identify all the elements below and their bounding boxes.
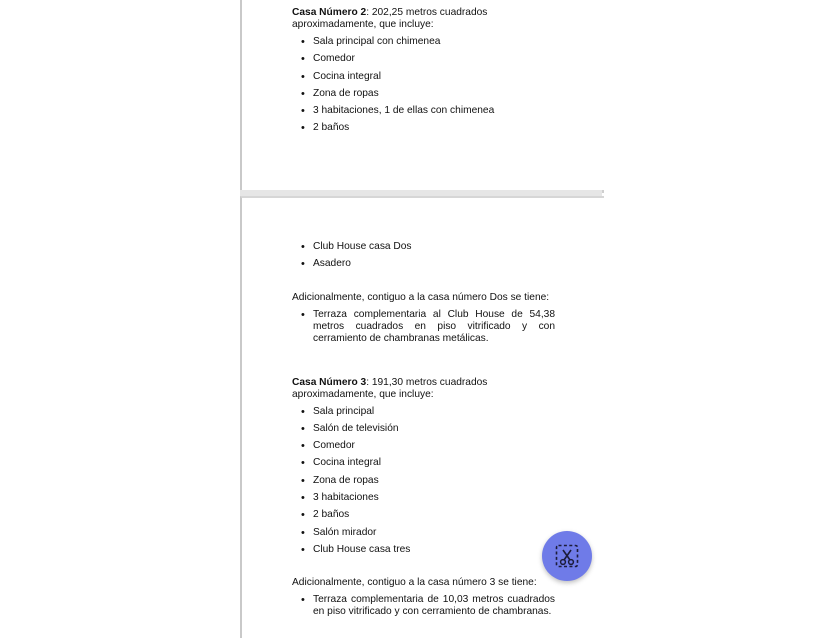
list-item: • Salón de televisión: [292, 423, 555, 440]
list-item: • 3 habitaciones: [292, 492, 555, 509]
list-item: • Terraza complementaria al Club House de 54,38 metros cuadrados en piso vitrificado y con cerramiento de chambranas metálicas.: [292, 309, 555, 345]
casa-3-list: [292, 406, 555, 562]
casa-2-intro: : 202,25 metros cuadrados aproximadamente, que incluye:: [292, 7, 488, 30]
list-item: • 2 baños: [292, 122, 555, 139]
screenshot-button[interactable]: [542, 531, 592, 581]
list-item: • Asadero: [292, 258, 555, 275]
casa-2-list: [292, 36, 555, 140]
casa-3-title: Casa Número 3: [292, 376, 367, 388]
casa-3-adicional: Adicionalmente, contiguo a la casa número 3 se tiene:: [292, 577, 537, 589]
list-item: • Zona de ropas: [292, 88, 555, 105]
casa-2-adicional: Adicionalmente, contiguo a la casa número Dos se tiene:: [292, 291, 550, 303]
list-item: • Terraza complementaria de 10,03 metros cuadrados en piso vitrificado y con cerramiento de chambranas.: [292, 594, 555, 618]
list-item: • 2 baños: [292, 509, 555, 526]
casa-3-intro: : 191,30 metros cuadrados aproximadamente, que incluye:: [292, 376, 488, 400]
list-item: • 3 habitaciones, 1 de ellas con chimenea: [292, 105, 555, 122]
casa-2-list-continued: [292, 241, 555, 276]
screenshot-scissors-icon: [554, 543, 580, 569]
casa-2-terraza-list: [292, 309, 555, 345]
list-item: • Sala principal con chimenea: [292, 36, 555, 53]
page-1-content: [292, 7, 555, 140]
document-page-1: [240, 0, 604, 193]
list-item: • Cocina integral: [292, 457, 555, 474]
list-item: • Salón mirador: [292, 527, 555, 544]
list-item: • Comedor: [292, 440, 555, 457]
list-item: • Cocina integral: [292, 71, 555, 88]
list-item: • Club House casa tres: [292, 544, 555, 561]
casa-3-heading: [292, 377, 555, 401]
casa-3-terraza-list: [292, 594, 555, 618]
list-item: • Sala principal: [292, 406, 555, 423]
casa-2-title: Casa Número 2: [292, 7, 367, 18]
list-item: • Club House casa Dos: [292, 241, 555, 258]
page-2-content: [292, 241, 555, 618]
list-item: • Zona de ropas: [292, 475, 555, 492]
casa-2-heading: [292, 7, 555, 31]
list-item: • Comedor: [292, 53, 555, 70]
